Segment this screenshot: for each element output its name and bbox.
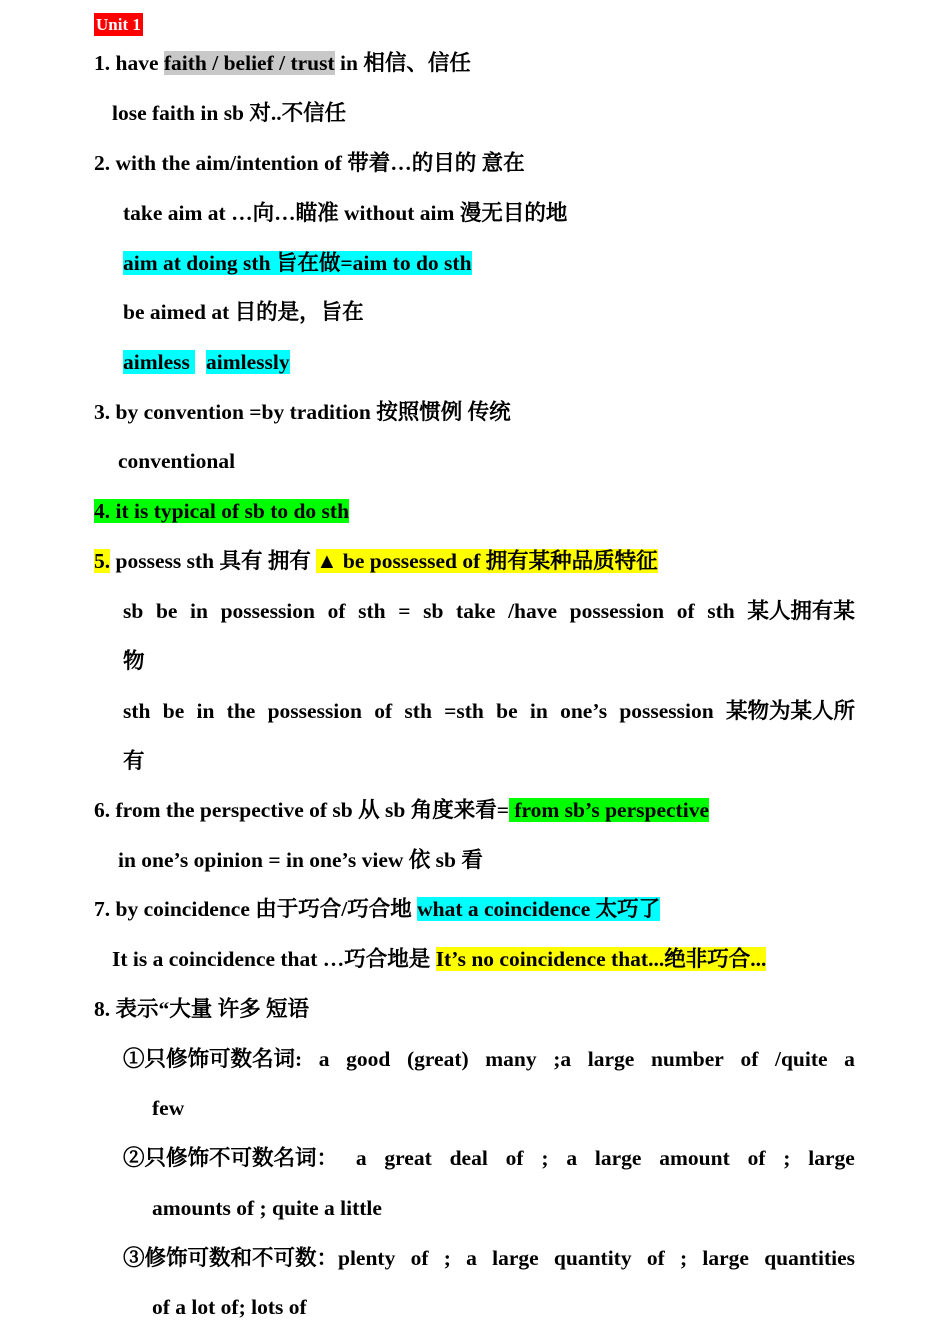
item-1-text-b: in 相信、信任: [334, 51, 471, 75]
item-1-number: 1.: [94, 51, 111, 75]
item-5-sub-2-cont: 有: [123, 749, 145, 773]
item-8-sub-2: [123, 1143, 855, 1173]
item-5-sub-2: [123, 696, 855, 726]
item-8-sub-3-cont: of a lot of; lots of: [152, 1295, 307, 1319]
item-5-number: 5.: [94, 549, 111, 573]
item-7-sub: [112, 944, 766, 974]
item-1-highlight: faith / belief / trust: [163, 51, 335, 75]
item-8-sub-1: [123, 1044, 855, 1074]
item-1-sub-line: lose faith in sb 对..不信任: [112, 101, 347, 125]
item-6-line: [94, 795, 709, 825]
item-8-sub-1-text: ①只修饰可数名词: a good (great) many ;a large number of /quite a: [123, 1047, 855, 1071]
item-5-highlight: ▲ be possessed of 拥有某种品质特征: [316, 549, 658, 573]
item-7-line: [94, 894, 660, 924]
item-8-sub-2-cont: amounts of ; quite a little: [152, 1196, 382, 1220]
item-6-sub: in one’s opinion = in one’s view 依 sb 看: [118, 848, 483, 872]
item-8-sub-3-text: ③修饰可数和不可数：plenty of ; a large quantity of ; large quantities: [123, 1246, 855, 1270]
item-5-line: [94, 546, 658, 576]
item-2-sub-1: take aim at …向…瞄准 without aim 漫无目的地: [123, 201, 568, 225]
item-8-sub-1-cont: few: [152, 1096, 185, 1120]
item-5-sub-2-text: sth be in the possession of sth =sth be in one’s possession 某物为某人所: [123, 699, 855, 723]
aimless-highlight: aimless: [123, 350, 196, 374]
item-8-sub-2-text: ②只修饰不可数名词： a great deal of ; a large amount of ; large: [123, 1146, 855, 1170]
item-5-sub-1-text: sb be in possession of sth = sb take /have possession of sth 某人拥有某: [123, 599, 855, 623]
item-4-line: [94, 496, 349, 526]
item-7-highlight: what a coincidence 太巧了: [417, 897, 661, 921]
item-7-text: 7. by coincidence 由于巧合/巧合地: [94, 897, 418, 921]
aimlessly-highlight: aimlessly: [206, 350, 290, 374]
item-1-text-a: have: [115, 51, 164, 75]
item-2-sub-2: [123, 248, 472, 278]
item-7-sub-highlight: It’s no coincidence that...绝非巧合...: [435, 947, 767, 971]
item-5-text: possess sth 具有 拥有: [110, 549, 317, 573]
item-2-highlight: aim at doing sth 旨在做=aim to do sth: [123, 251, 472, 275]
item-8-line: 8. 表示“大量 许多 短语: [94, 997, 310, 1021]
item-3-sub: conventional: [118, 449, 236, 473]
item-4-highlight: 4. it is typical of sb to do sth: [94, 499, 350, 523]
item-5-sub-1: [123, 596, 855, 626]
item-7-sub-text: It is a coincidence that …巧合地是: [112, 947, 436, 971]
item-2-sub-3: be aimed at 目的是，旨在: [123, 300, 364, 324]
unit-label: Unit 1: [96, 15, 141, 34]
item-2-line: 2. with the aim/intention of 带着…的目的 意在: [94, 151, 525, 175]
item-6-text: 6. from the perspective of sb 从 sb 角度来看=: [94, 798, 509, 822]
item-8-sub-3: [123, 1243, 855, 1273]
item-3-line: 3. by convention =by tradition 按照惯例 传统: [94, 400, 511, 424]
item-2-sub-4: [123, 347, 290, 377]
item-6-highlight: from sb’s perspective: [508, 798, 709, 822]
item-1-line: [94, 48, 471, 78]
item-5-sub-1-cont: 物: [123, 649, 145, 673]
